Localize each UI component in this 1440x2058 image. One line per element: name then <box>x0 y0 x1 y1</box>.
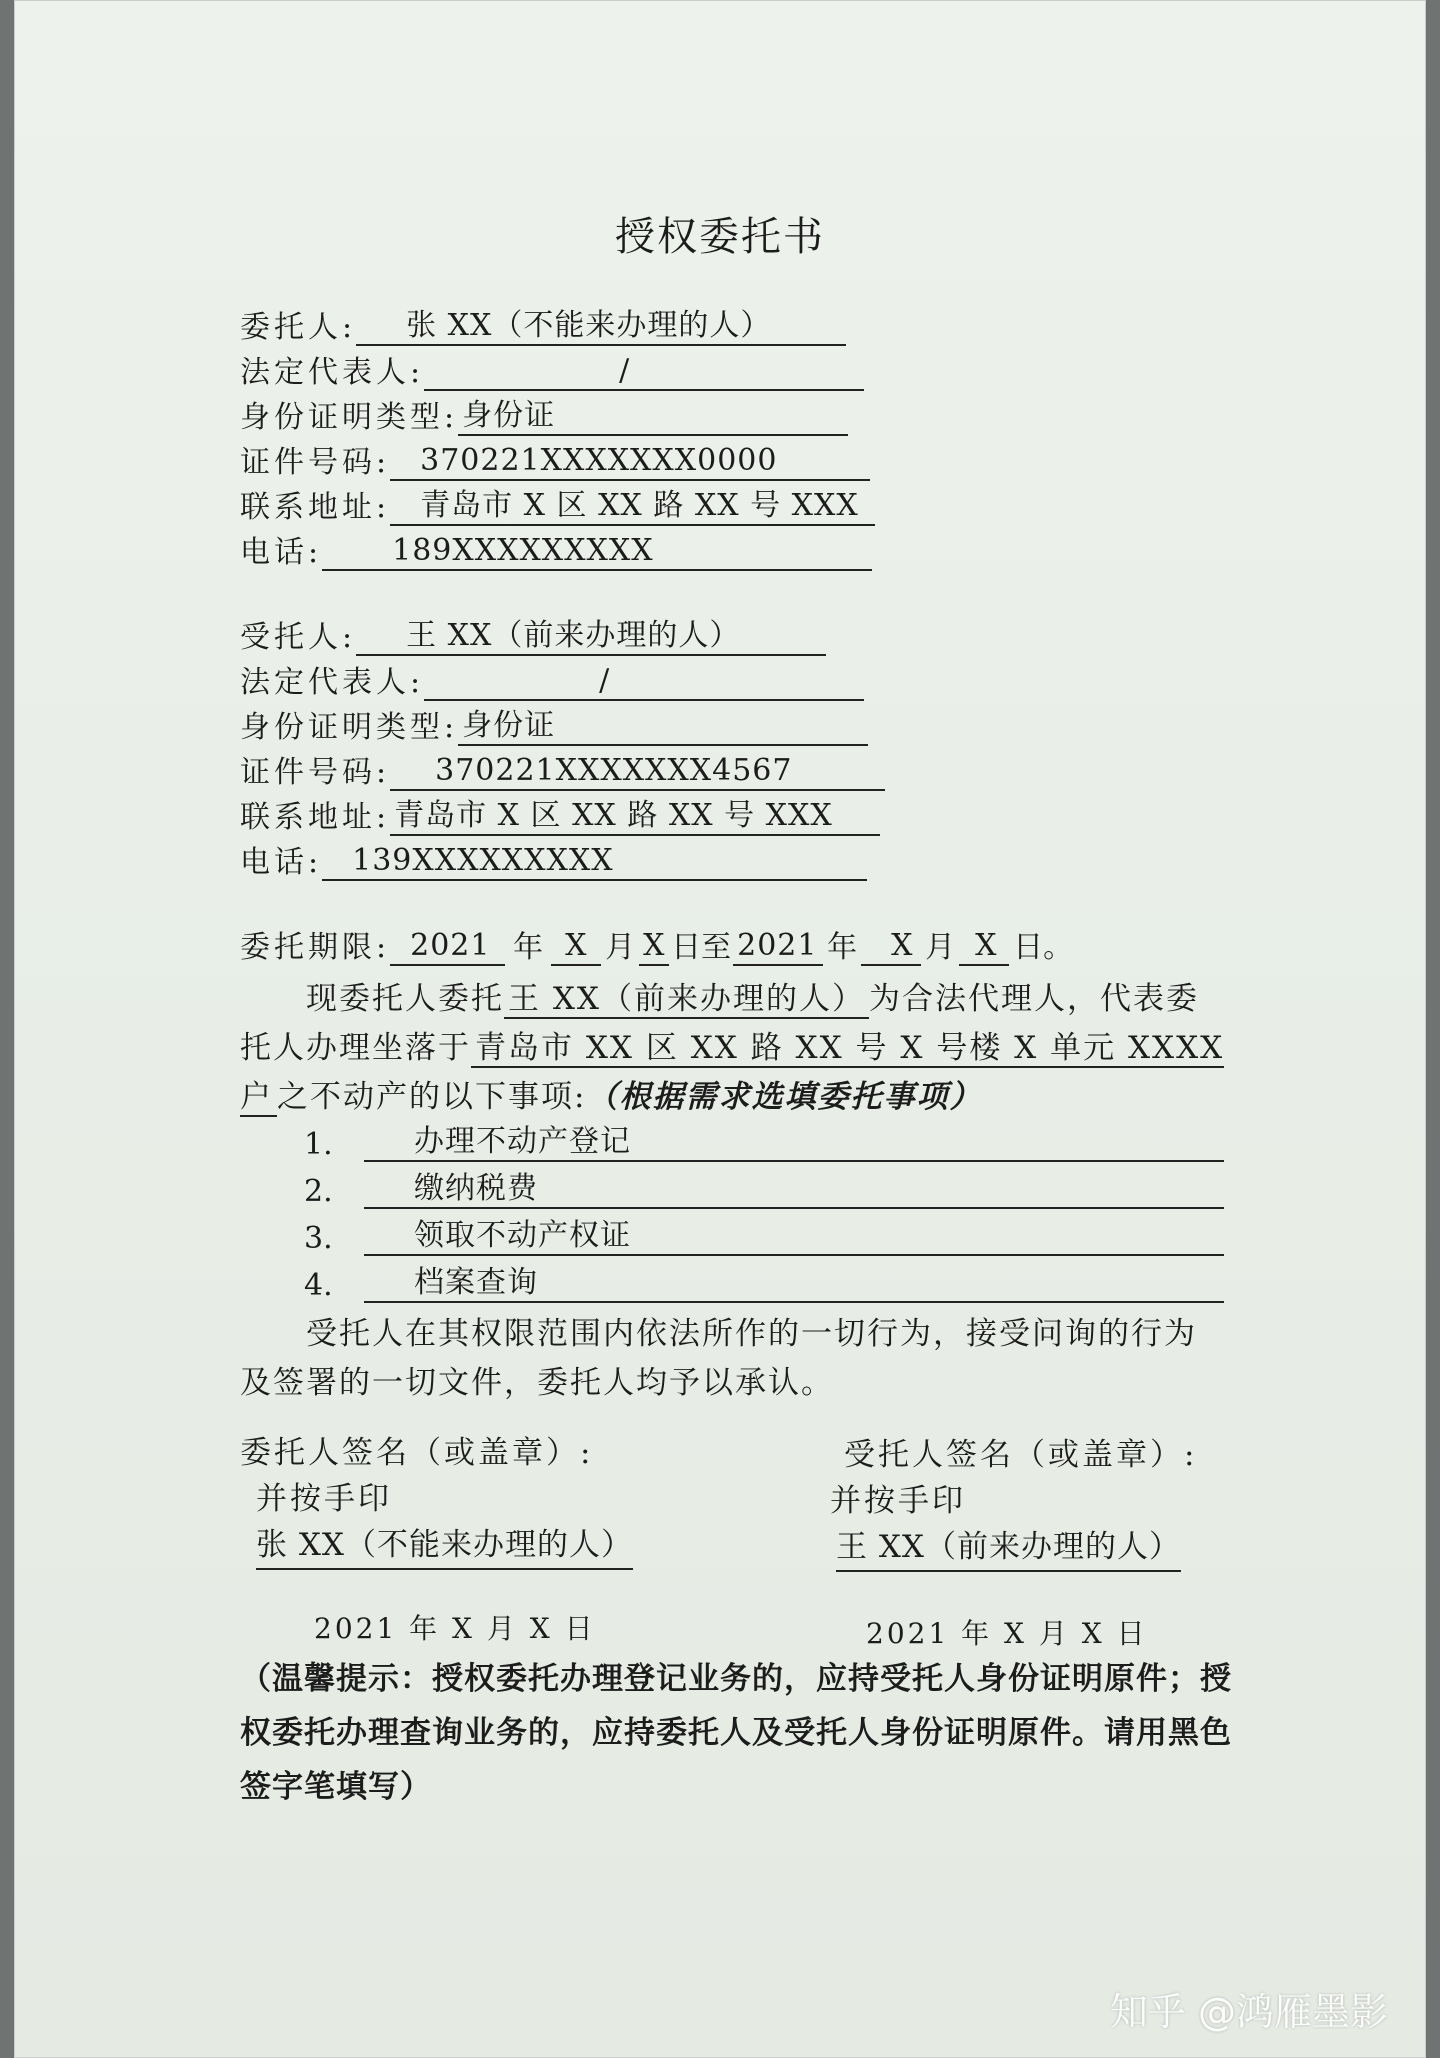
list-item <box>304 1118 1224 1162</box>
list-item <box>304 1212 1224 1256</box>
term-row <box>240 920 1073 966</box>
agent-id-type-row <box>240 700 868 746</box>
term-day-to: 日至 <box>671 930 732 965</box>
term-end-day: X <box>959 926 1009 966</box>
item-number: 3. <box>304 1221 333 1256</box>
term-start-day: X <box>639 926 669 966</box>
term-month-char-1: 月 <box>605 930 636 965</box>
principal-id-type-label: 身份证明类型: <box>240 400 459 435</box>
authorization-text-2: 为合法代理人，代表委托人办理坐落于 <box>240 981 1199 1066</box>
agent-address-label: 联系地址: <box>240 800 391 835</box>
item-text: 档案查询 <box>364 1263 1224 1303</box>
principal-address-row <box>240 480 875 526</box>
authorization-paragraph <box>240 975 1225 1122</box>
term-start-month: X <box>551 926 601 966</box>
term-end-year: 2021 <box>733 926 823 966</box>
agent-name-value: 王 XX（前来办理的人） <box>356 616 826 656</box>
principal-name-label: 委托人: <box>240 310 357 345</box>
principal-signature-block <box>240 1430 633 1570</box>
term-end-char: 日。 <box>1013 930 1074 965</box>
agent-id-no-label: 证件号码: <box>240 755 391 790</box>
authorization-property-location: 青岛市 XX 区 XX 路 XX 号 X 号楼 X 单元 XXXX 户 <box>240 1030 1225 1115</box>
term-year-char-2: 年 <box>827 930 858 965</box>
term-end-month: X <box>861 926 921 966</box>
principal-name-row <box>240 300 846 346</box>
principal-address-value: 青岛市 X 区 XX 路 XX 号 XXX <box>390 486 875 526</box>
term-year-char-1: 年 <box>513 930 544 965</box>
principal-phone-value: 189XXXXXXXXX <box>322 531 872 571</box>
agent-legal-rep-label: 法定代表人: <box>240 665 425 700</box>
principal-signature-sub: 并按手印 <box>256 1481 392 1517</box>
acknowledgement-paragraph: 受托人在其权限范围内依法所作的一切行为，接受问询的行为及签署的一切文件，委托人均予以承认。 <box>240 1316 1197 1401</box>
principal-name-value: 张 XX（不能来办理的人） <box>356 306 846 346</box>
principal-id-type-row <box>240 390 848 436</box>
notice-text: （温馨提示：授权委托办理登记业务的，应持受托人身份证明原件；授权委托办理查询业务的，应持委托人及受托人身份证明原件。请用黑色签字笔填写） <box>240 1661 1232 1805</box>
agent-phone-row <box>240 835 867 881</box>
list-item <box>304 1165 1224 1209</box>
agent-id-no-value: 370221XXXXXXX4567 <box>390 751 885 791</box>
principal-legal-rep-label: 法定代表人: <box>240 355 425 390</box>
list-item <box>304 1259 1224 1303</box>
agent-legal-rep-row <box>240 655 864 701</box>
item-text: 领取不动产权证 <box>364 1216 1224 1256</box>
term-start-year: 2021 <box>390 926 505 966</box>
authorization-agent-name: 王 XX（前来办理的人） <box>504 981 869 1019</box>
agent-id-type-value: 身份证 <box>458 706 868 746</box>
agent-phone-value: 139XXXXXXXXX <box>322 841 867 881</box>
agent-name-row <box>240 610 826 656</box>
principal-id-no-row <box>240 435 870 481</box>
item-text: 办理不动产登记 <box>364 1122 1224 1162</box>
agent-signature-sub: 并按手印 <box>830 1483 966 1519</box>
document-title: 授权委托书 <box>615 214 825 260</box>
principal-phone-row <box>240 525 872 571</box>
agent-address-row <box>240 790 880 836</box>
principal-signature-label: 委托人签名（或盖章）: <box>240 1435 594 1471</box>
agent-name-label: 受托人: <box>240 620 357 655</box>
agent-id-type-label: 身份证明类型: <box>240 710 459 745</box>
principal-legal-rep-value: / <box>424 351 864 391</box>
principal-id-type-value: 身份证 <box>458 396 848 436</box>
term-label: 委托期限: <box>240 930 391 965</box>
item-number: 2. <box>304 1174 333 1209</box>
agent-signature-label: 受托人签名（或盖章）: <box>844 1437 1198 1473</box>
principal-phone-label: 电话: <box>240 535 323 570</box>
authorization-note: （根据需求选填委托事项） <box>586 1079 983 1115</box>
principal-legal-rep-row <box>240 345 864 391</box>
agent-address-value: 青岛市 X 区 XX 路 XX 号 XXX <box>390 796 880 836</box>
document-page <box>14 0 1426 2058</box>
item-number: 1. <box>304 1127 333 1162</box>
agent-signature-date: 2021 年 X 月 X 日 <box>866 1617 1148 1650</box>
item-number: 4. <box>304 1268 333 1303</box>
principal-signature-name: 张 XX（不能来办理的人） <box>256 1522 633 1570</box>
principal-signature-date: 2021 年 X 月 X 日 <box>314 1612 596 1645</box>
term-month-char-2: 月 <box>925 930 956 965</box>
item-text: 缴纳税费 <box>364 1169 1224 1209</box>
authorization-text-1: 现委托人委托 <box>306 981 504 1017</box>
agent-signature-block <box>830 1432 1198 1572</box>
authorization-text-3: 之不动产的以下事项: <box>277 1079 587 1115</box>
principal-id-no-label: 证件号码: <box>240 445 391 480</box>
agent-signature-name: 王 XX（前来办理的人） <box>836 1524 1181 1572</box>
watermark-text: 知乎 @鸿雁墨影 <box>1109 1990 1388 2034</box>
agent-id-no-row <box>240 745 885 791</box>
principal-address-label: 联系地址: <box>240 490 391 525</box>
agent-legal-rep-value: / <box>424 661 864 701</box>
principal-id-no-value: 370221XXXXXXX0000 <box>390 441 870 481</box>
agent-phone-label: 电话: <box>240 845 323 880</box>
